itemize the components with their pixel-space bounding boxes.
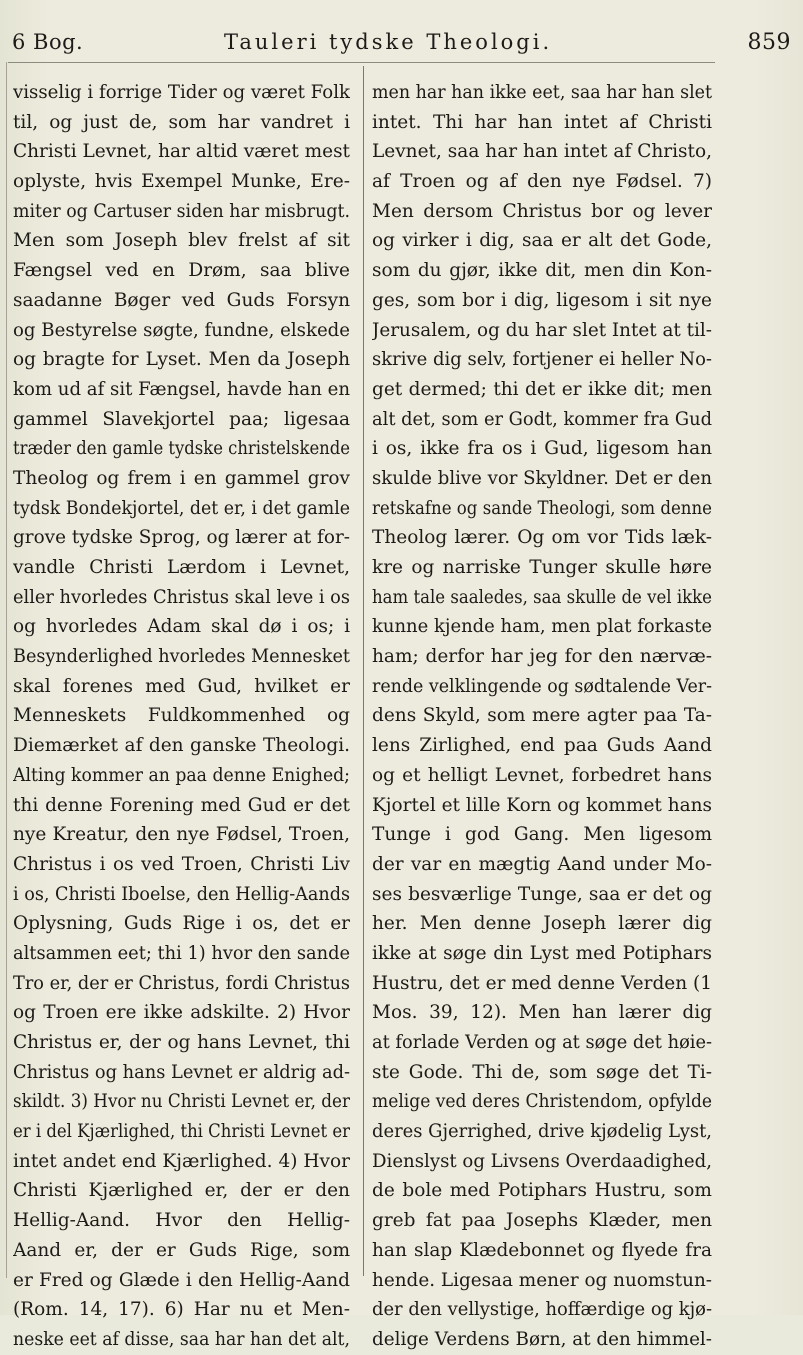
- text-line: (Rom. 14, 17). 6) Har nu et Men-: [13, 1299, 350, 1321]
- text-line: de bole med Potiphars Hustru, som: [372, 1180, 712, 1202]
- text-line: i os, Christi Iboelse, den Hellig-Aands: [13, 883, 350, 905]
- text-line: Christus er, der og hans Levnet, thi: [13, 1032, 350, 1053]
- text-line: grove tydske Sprog, og lærer at for-: [13, 527, 350, 549]
- text-line: og Troen ere ikke adskilte. 2) Hvor: [13, 1002, 350, 1024]
- text-line: at forlade Verden og at søge det høie-: [372, 1032, 712, 1053]
- page-header: [12, 26, 791, 62]
- text-line: Christus i os ved Troen, Christi Liv: [13, 853, 350, 875]
- text-line: og bragte for Lyset. Men da Joseph: [13, 349, 350, 371]
- text-line: kre og narriske Tunger skulle høre: [372, 557, 712, 578]
- text-line: Christus og hans Levnet er aldrig ad-: [13, 1061, 350, 1083]
- text-line: kunne kjende ham, men plat forkaste: [372, 616, 712, 638]
- text-line: rende velklingende og sødtalende Ver-: [372, 675, 712, 697]
- left-text-column: [13, 78, 350, 1355]
- text-line: thi denne Forening med Gud er det: [13, 794, 350, 816]
- text-line: og hvorledes Adam skal dø i os; i: [13, 616, 350, 638]
- text-line: der den vellystige, hoffærdige og kjø-: [372, 1299, 712, 1321]
- text-line: som du gjør, ikke dit, men din Kon-: [372, 260, 712, 282]
- text-line: Aand er, der er Guds Rige, som: [13, 1239, 350, 1261]
- text-line: Alting kommer an paa denne Enighed;: [13, 764, 350, 786]
- text-line: og et helligt Levnet, forbedret hans: [372, 764, 712, 786]
- text-line: dens Skyld, som mere agter paa Ta-: [372, 705, 712, 727]
- text-line: der var en mægtig Aand under Mo-: [372, 853, 712, 875]
- text-line: greb fat paa Josephs Klæder, men: [372, 1210, 712, 1232]
- right-text-column: [372, 78, 712, 1355]
- text-line: get dermed; thi det er ikke dit; men: [372, 378, 712, 400]
- text-line: og virker i dig, saa er alt det Gode,: [372, 230, 712, 252]
- text-line: Menneskets Fuldkommenhed og: [13, 705, 350, 727]
- column-divider: [363, 66, 364, 1276]
- text-line: er i del Kjærlighed, thi Christi Levnet er: [13, 1121, 350, 1143]
- text-line: ham tale saaledes, saa skulle de vel ikke: [372, 586, 712, 608]
- text-line: eller hvorledes Christus skal leve i os: [13, 586, 350, 608]
- text-line: men har han ikke eet, saa har han slet: [372, 82, 712, 103]
- text-line: Tunge i god Gang. Men ligesom: [372, 824, 712, 846]
- text-line: retskafne og sande Theologi, som denne: [372, 497, 712, 519]
- text-line: alt det, som er Godt, kommer fra Gud: [372, 408, 712, 430]
- text-line: Diemærket af den ganske Theologi.: [13, 735, 350, 757]
- text-line: skildt. 3) Hvor nu Christi Levnet er, der: [13, 1091, 350, 1113]
- text-line: Mos. 39, 12). Men han lærer dig: [372, 1002, 712, 1024]
- text-line: træder den gamle tydske christelskende: [13, 438, 350, 460]
- text-line: kom ud af sit Fængsel, havde han en: [13, 378, 350, 400]
- text-line: Theolog lærer. Og om vor Tids læk-: [372, 527, 712, 549]
- text-line: er Fred og Glæde i den Hellig-Aand: [13, 1269, 350, 1291]
- text-line: oplyste, hvis Exempel Munke, Ere-: [13, 171, 350, 193]
- text-line: ses besværlige Tunge, saa er det og: [372, 883, 712, 905]
- text-line: ges, som bor i dig, ligesom i sit nye: [372, 289, 712, 311]
- text-line: Tro er, der er Christus, fordi Christus: [13, 972, 350, 994]
- text-line: miter og Cartuser siden har misbrugt.: [13, 200, 350, 222]
- text-line: Levnet, saa har han intet af Christo,: [372, 141, 712, 163]
- text-line: skal forenes med Gud, hvilket er: [13, 675, 350, 697]
- text-line: Hellig-Aand. Hvor den Hellig-: [13, 1210, 350, 1232]
- text-line: deres Gjerrighed, drive kjødelig Lyst,: [372, 1121, 712, 1143]
- text-line: ikke at søge din Lyst med Potiphars: [372, 942, 712, 964]
- text-line: ste Gode. Thi de, som søge det Ti-: [372, 1061, 712, 1083]
- text-line: Oplysning, Guds Rige i os, det er: [13, 913, 350, 935]
- text-line: vandle Christi Lærdom i Levnet,: [13, 557, 350, 578]
- text-line: altsammen eet; thi 1) hvor den sande: [13, 942, 350, 964]
- text-line: han slap Klædebonnet og flyede fra: [372, 1239, 712, 1261]
- text-line: af Troen og af den nye Fødsel. 7): [372, 171, 712, 193]
- text-line: Fængsel ved en Drøm, saa blive: [13, 260, 350, 282]
- left-border-rule: [6, 62, 7, 1278]
- text-line: Jerusalem, og du har slet Intet at til-: [372, 319, 712, 341]
- text-line: Men dersom Christus bor og lever: [372, 200, 712, 222]
- text-line: saadanne Bøger ved Guds Forsyn: [13, 289, 350, 311]
- text-line: Men som Joseph blev frelst af sit: [13, 230, 350, 252]
- running-title: Tauleri tydske Theologi.: [224, 30, 553, 54]
- text-line: ham; derfor har jeg for den nærvæ-: [372, 646, 712, 668]
- page-number: 859: [747, 30, 791, 55]
- text-line: Hustru, det er med denne Verden (1: [372, 972, 712, 994]
- text-line: gammel Slavekjortel paa; ligesaa: [13, 408, 350, 430]
- section-label: 6 Bog.: [12, 30, 84, 54]
- text-line: Dienslyst og Livsens Overdaadighed,: [372, 1150, 712, 1172]
- text-line: melige ved deres Christendom, opfylde: [372, 1091, 712, 1113]
- text-line: Christi Levnet, har altid været mest: [13, 141, 350, 163]
- text-line: Besynderlighed hvorledes Mennesket: [13, 646, 350, 668]
- text-line: neske eet af disse, saa har han det alt,: [13, 1328, 350, 1350]
- text-line: lens Zirlighed, end paa Guds Aand: [372, 735, 712, 757]
- text-line: og Bestyrelse søgte, fundne, elskede: [13, 319, 350, 341]
- text-line: skulde blive vor Skyldner. Det er den: [372, 467, 712, 489]
- text-line: til, og just de, som har vandret i: [13, 111, 350, 133]
- text-line: skrive dig selv, fortjener ei heller No-: [372, 349, 712, 371]
- text-line: Theolog og frem i en gammel grov: [13, 467, 350, 489]
- text-line: intet andet end Kjærlighed. 4) Hvor: [13, 1150, 350, 1172]
- text-line: i os, ikke fra os i Gud, ligesom han: [372, 438, 712, 460]
- text-line: nye Kreatur, den nye Fødsel, Troen,: [13, 824, 350, 846]
- text-line: delige Verdens Børn, at den himmel-: [372, 1328, 712, 1350]
- text-line: Christi Kjærlighed er, der er den: [13, 1180, 350, 1202]
- text-line: visselig i forrige Tider og været Folk: [13, 82, 350, 103]
- text-line: intet. Thi har han intet af Christi: [372, 111, 712, 133]
- header-rule: [8, 62, 715, 63]
- text-line: Kjortel et lille Korn og kommet hans: [372, 794, 712, 816]
- text-line: tydsk Bondekjortel, det er, i det gamle: [13, 497, 350, 519]
- text-line: hende. Ligesaa mener og nuomstun-: [372, 1269, 712, 1291]
- text-line: her. Men denne Joseph lærer dig: [372, 913, 712, 935]
